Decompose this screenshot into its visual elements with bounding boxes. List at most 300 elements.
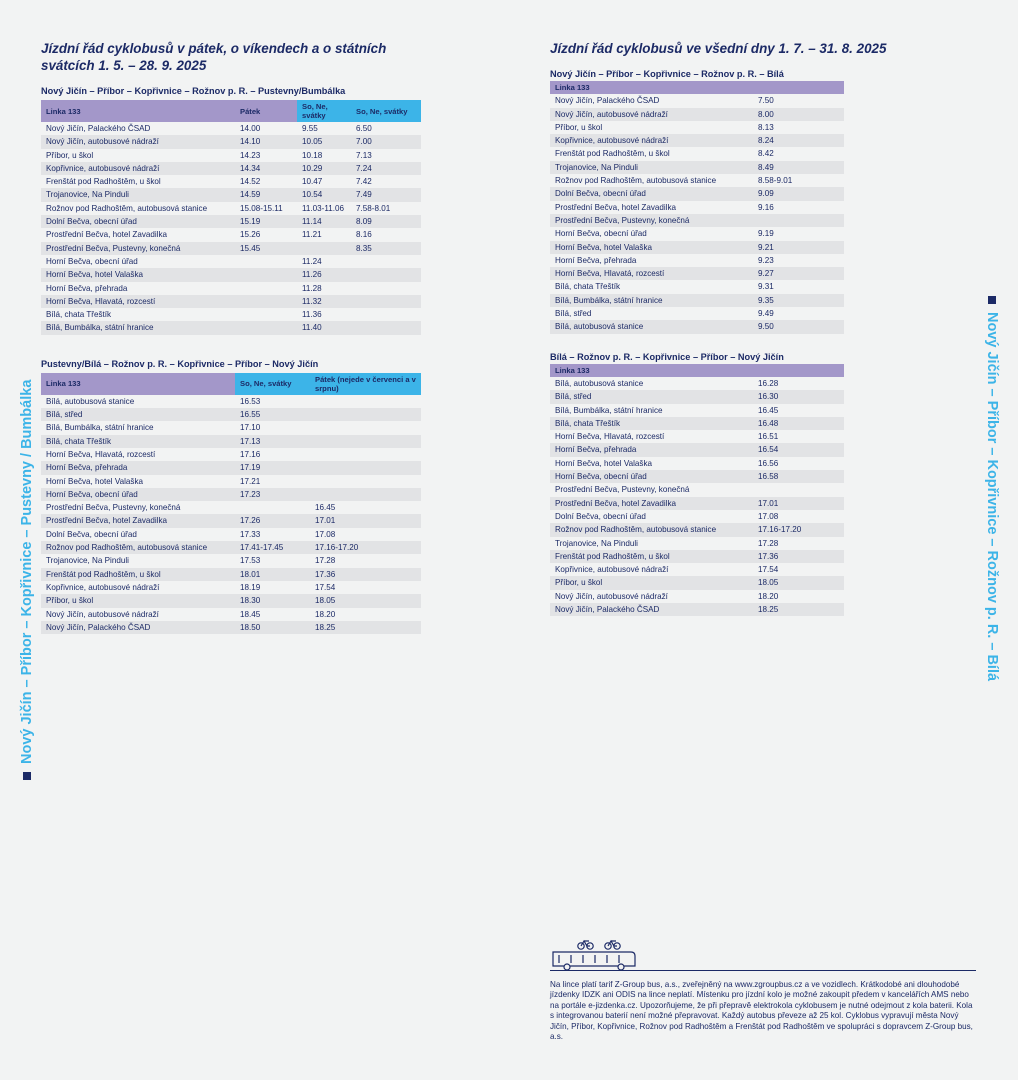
table-row bbox=[41, 621, 421, 634]
departure-time: 14.52 bbox=[240, 177, 261, 187]
table-row bbox=[41, 514, 421, 527]
departure-time bbox=[310, 408, 421, 421]
stop-name: Bílá, autobusová stanice bbox=[550, 320, 753, 333]
stop-name: Bílá, chata Třeštík bbox=[555, 282, 621, 292]
stop-name: Nový Jičín, autobusové nádraží bbox=[555, 591, 668, 601]
departure-time: 17.54 bbox=[758, 565, 779, 575]
left-route-1: Nový Jičín – Příbor – Kopřivnice – Rožnov p. R. – Pustevny/Bumbálka bbox=[41, 86, 346, 96]
departure-time: 17.16-17.20 bbox=[753, 523, 844, 536]
stop-name: Horní Bečva, obecní úřad bbox=[555, 229, 647, 239]
stop-name: Nový Jičín, Palackého ČSAD bbox=[41, 621, 235, 634]
stop-name: Horní Bečva, hotel Valaška bbox=[555, 458, 653, 468]
departure-time: 8.49 bbox=[753, 161, 844, 174]
table-row bbox=[41, 435, 421, 448]
departure-time: 8.09 bbox=[351, 215, 421, 228]
left-route-2: Pustevny/Bílá – Rožnov p. R. – Kopřivnice – Příbor – Nový Jičín bbox=[41, 358, 319, 369]
departure-time: 16.45 bbox=[315, 503, 336, 513]
table-row bbox=[550, 267, 844, 280]
stop-name: Bílá, Bumbálka, státní hranice bbox=[555, 405, 663, 415]
table-row bbox=[550, 227, 844, 240]
table-row bbox=[550, 320, 844, 333]
departure-time: 17.16 bbox=[240, 449, 261, 459]
timetable-left-2 bbox=[41, 373, 421, 634]
departure-time: 11.28 bbox=[302, 283, 322, 293]
departure-time: 9.50 bbox=[753, 320, 844, 333]
table-row bbox=[550, 483, 844, 496]
table-row bbox=[550, 174, 844, 187]
table-row bbox=[550, 108, 844, 121]
stop-name: Prostřední Bečva, Pustevny, konečná bbox=[550, 214, 753, 227]
departure-time: 18.50 bbox=[235, 621, 310, 634]
departure-time bbox=[235, 308, 297, 321]
departure-time: 8.13 bbox=[758, 122, 774, 132]
departure-time: 11.03-11.06 bbox=[302, 203, 345, 213]
departure-time: 7.49 bbox=[351, 188, 421, 201]
table-row bbox=[550, 430, 844, 443]
departure-time bbox=[235, 268, 297, 281]
departure-time bbox=[235, 295, 297, 308]
stop-name: Horní Bečva, Hlavatá, rozcestí bbox=[41, 295, 235, 308]
stop-name: Kopřivnice, autobusové nádraží bbox=[46, 582, 160, 592]
departure-time bbox=[351, 308, 421, 321]
departure-time bbox=[351, 295, 421, 308]
departure-time bbox=[753, 483, 844, 496]
stop-name: Nový Jičín, autobusové nádraží bbox=[550, 108, 753, 121]
header-linka: Linka 133 bbox=[550, 364, 753, 377]
departure-time: 9.49 bbox=[758, 309, 774, 319]
table-row bbox=[550, 603, 844, 616]
bus-with-bicycles-icon bbox=[551, 938, 637, 972]
stop-name: Nový Jičín, Palackého ČSAD bbox=[46, 124, 151, 133]
stop-name: Dolní Bečva, obecní úřad bbox=[41, 215, 235, 228]
table-row bbox=[550, 497, 844, 510]
square-bullet-icon bbox=[988, 296, 996, 304]
departure-time: 17.36 bbox=[310, 568, 421, 581]
table-row bbox=[550, 457, 844, 470]
departure-time: 9.09 bbox=[753, 187, 844, 200]
stop-name: Horní Bečva, Hlavatá, rozcestí bbox=[555, 432, 665, 442]
departure-time: 9.16 bbox=[758, 202, 774, 212]
departure-time: 17.19 bbox=[235, 461, 310, 474]
stop-name: Trojanovice, Na Pinduli bbox=[555, 538, 638, 548]
table-row bbox=[550, 201, 844, 214]
header-col: So, Ne, svátky bbox=[351, 100, 421, 122]
stop-name: Rožnov pod Radhoštěm, autobusová stanice bbox=[41, 541, 235, 554]
stop-name: Frenštát pod Radhoštěm, u škol bbox=[41, 568, 235, 581]
departure-time: 17.23 bbox=[235, 488, 310, 501]
departure-time: 16.58 bbox=[753, 470, 844, 483]
departure-time: 16.55 bbox=[235, 408, 310, 421]
departure-time: 17.28 bbox=[758, 538, 779, 548]
table-row bbox=[41, 501, 421, 514]
stop-name: Horní Bečva, přehrada bbox=[41, 461, 235, 474]
footer-divider bbox=[550, 970, 976, 971]
departure-time: 16.48 bbox=[753, 417, 844, 430]
departure-time bbox=[310, 421, 421, 434]
header-linka: Linka 133 bbox=[550, 81, 753, 94]
departure-time: 16.30 bbox=[753, 390, 844, 403]
departure-time bbox=[310, 395, 421, 408]
stop-name: Horní Bečva, přehrada bbox=[555, 255, 637, 265]
stop-name: Kopřivnice, autobusové nádraží bbox=[555, 565, 669, 575]
departure-time bbox=[351, 282, 421, 295]
departure-time: 10.47 bbox=[302, 177, 323, 187]
stop-name: Bílá, střed bbox=[41, 408, 235, 421]
departure-time: 17.41-17.45 bbox=[235, 541, 310, 554]
table-row bbox=[41, 594, 421, 607]
departure-time: 14.23 bbox=[240, 150, 261, 160]
departure-time: 9.21 bbox=[753, 241, 844, 254]
stop-name: Kopřivnice, autobusové nádraží bbox=[41, 162, 235, 175]
stop-name: Příbor, u škol bbox=[46, 150, 94, 160]
departure-time: 7.42 bbox=[356, 177, 372, 187]
departure-time: 17.01 bbox=[753, 497, 844, 510]
stop-name: Bílá, Bumbálka, státní hranice bbox=[550, 294, 753, 307]
stop-name: Bílá, Bumbálka, státní hranice bbox=[46, 423, 154, 433]
stop-name: Horní Bečva, hotel Valaška bbox=[46, 476, 144, 486]
table-row bbox=[41, 175, 421, 188]
left-title: Jízdní řád cyklobusů v pátek, o víkendech a o státních svátcích 1. 5. – 28. 9. 2025 bbox=[41, 41, 387, 73]
departure-time: 15.19 bbox=[235, 215, 297, 228]
departure-time bbox=[351, 268, 421, 281]
left-column bbox=[41, 40, 431, 634]
stop-name: Bílá, střed bbox=[555, 309, 592, 319]
side-label-right-text: Nový Jičín – Příbor – Kopřivnice – Rožnov p. R. – Bílá bbox=[984, 312, 1000, 682]
table-row bbox=[41, 202, 421, 215]
departure-time: 17.16-17.20 bbox=[310, 541, 421, 554]
table-row bbox=[550, 510, 844, 523]
right-title: Jízdní řád cyklobusů ve všední dny 1. 7. – 31. 8. 2025 bbox=[550, 41, 887, 56]
departure-time bbox=[297, 242, 351, 255]
departure-time bbox=[310, 435, 421, 448]
departure-time bbox=[235, 321, 297, 334]
side-label-left bbox=[19, 380, 35, 780]
table-body bbox=[550, 94, 844, 333]
departure-time: 10.05 bbox=[297, 135, 351, 148]
stop-name: Prostřední Bečva, Pustevny, konečná bbox=[46, 503, 181, 513]
departure-time: 15.08-15.11 bbox=[240, 203, 283, 213]
stop-name: Bílá, chata Třeštík bbox=[550, 417, 753, 430]
departure-time: 17.01 bbox=[310, 514, 421, 527]
table-row bbox=[41, 568, 421, 581]
table-row bbox=[550, 241, 844, 254]
table-row bbox=[550, 443, 844, 456]
stop-name: Horní Bečva, obecní úřad bbox=[550, 470, 753, 483]
departure-time: 7.58-8.01 bbox=[356, 203, 391, 213]
departure-time: 18.19 bbox=[240, 582, 261, 592]
departure-time: 17.53 bbox=[240, 556, 261, 566]
stop-name: Dolní Bečva, obecní úřad bbox=[46, 529, 137, 539]
stop-name: Rožnov pod Radhoštěm, autobusová stanice bbox=[550, 523, 753, 536]
stop-name: Dolní Bečva, obecní úřad bbox=[555, 511, 646, 521]
stop-name: Trojanovice, Na Pinduli bbox=[46, 556, 129, 566]
departure-time: 8.58-9.01 bbox=[758, 176, 793, 186]
table-row bbox=[550, 523, 844, 536]
stop-name: Frenštát pod Radhoštěm, u škol bbox=[46, 177, 161, 187]
timetable-left-1 bbox=[41, 100, 421, 335]
table-row bbox=[550, 590, 844, 603]
table-row bbox=[550, 307, 844, 320]
table-row bbox=[550, 377, 844, 390]
departure-time: 18.25 bbox=[753, 603, 844, 616]
departure-time: 18.25 bbox=[310, 621, 421, 634]
departure-time: 7.50 bbox=[758, 96, 774, 106]
table-row bbox=[550, 404, 844, 417]
departure-time: 17.26 bbox=[235, 514, 310, 527]
table-header bbox=[41, 100, 421, 122]
stop-name: Horní Bečva, hotel Valaška bbox=[41, 268, 235, 281]
stop-name: Prostřední Bečva, Pustevny, konečná bbox=[555, 485, 690, 495]
departure-time: 18.30 bbox=[235, 594, 310, 607]
table-row bbox=[41, 242, 421, 255]
departure-time bbox=[351, 321, 421, 334]
departure-time: 18.05 bbox=[310, 594, 421, 607]
departure-time bbox=[235, 501, 310, 514]
table-row bbox=[550, 121, 844, 134]
stop-name: Frenštát pod Radhoštěm, u škol bbox=[550, 550, 753, 563]
stop-name: Horní Bečva, Hlavatá, rozcestí bbox=[550, 267, 753, 280]
table-row bbox=[41, 541, 421, 554]
table-row bbox=[550, 161, 844, 174]
header-col: Pátek bbox=[235, 100, 297, 122]
departure-time: 14.34 bbox=[235, 162, 297, 175]
table-row bbox=[550, 254, 844, 267]
table-header bbox=[550, 81, 844, 94]
stop-name: Bílá, chata Třeštík bbox=[46, 310, 112, 320]
timetable-right-1 bbox=[550, 81, 844, 334]
departure-time: 9.27 bbox=[753, 267, 844, 280]
table-row bbox=[550, 187, 844, 200]
departure-time: 9.19 bbox=[758, 229, 774, 239]
header-col bbox=[753, 81, 844, 94]
table-row bbox=[41, 149, 421, 162]
right-column bbox=[550, 40, 950, 616]
table-row bbox=[41, 228, 421, 241]
departure-time: 15.45 bbox=[235, 242, 297, 255]
departure-time: 17.10 bbox=[240, 423, 261, 433]
table-row bbox=[41, 461, 421, 474]
stop-name: Nový Jičín, Palackého ČSAD bbox=[555, 96, 660, 106]
departure-time: 18.01 bbox=[235, 568, 310, 581]
stop-name: Horní Bečva, Hlavatá, rozcestí bbox=[46, 449, 156, 459]
departure-time: 16.56 bbox=[758, 458, 779, 468]
departure-time: 18.20 bbox=[758, 591, 779, 601]
table-row bbox=[550, 94, 844, 107]
table-row bbox=[550, 280, 844, 293]
table-row bbox=[550, 417, 844, 430]
side-label-left-text: Nový Jičín – Příbor – Kopřivnice – Pustevny / Bumbálka bbox=[19, 379, 35, 764]
departure-time: 11.21 bbox=[302, 230, 322, 240]
table-row bbox=[550, 147, 844, 160]
departure-time: 17.08 bbox=[758, 511, 779, 521]
table-header bbox=[550, 364, 844, 377]
stop-name: Horní Bečva, obecní úřad bbox=[46, 256, 138, 266]
stop-name: Nový Jičín, autobusové nádraží bbox=[41, 135, 235, 148]
stop-name: Příbor, u škol bbox=[550, 576, 753, 589]
departure-time: 8.24 bbox=[753, 134, 844, 147]
table-row bbox=[41, 162, 421, 175]
stop-name: Horní Bečva, přehrada bbox=[550, 443, 753, 456]
table-row bbox=[41, 554, 421, 567]
departure-time: 15.26 bbox=[240, 230, 261, 240]
stop-name: Prostřední Bečva, Pustevny, konečná bbox=[41, 242, 235, 255]
departure-time bbox=[235, 282, 297, 295]
stop-name: Horní Bečva, obecní úřad bbox=[41, 488, 235, 501]
header-linka: Linka 133 bbox=[41, 100, 235, 122]
stop-name: Horní Bečva, přehrada bbox=[46, 283, 128, 293]
table-row bbox=[41, 255, 421, 268]
stop-name: Frenštát pod Radhoštěm, u škol bbox=[555, 149, 670, 159]
departure-time: 11.32 bbox=[297, 295, 351, 308]
table-row bbox=[550, 537, 844, 550]
side-label-right bbox=[984, 296, 1000, 681]
departure-time: 14.00 bbox=[240, 124, 261, 133]
header-col: Pátek (nejede v červenci a v srpnu) bbox=[310, 373, 421, 395]
header-col: So, Ne, svátky bbox=[297, 100, 351, 122]
table-row bbox=[550, 550, 844, 563]
departure-time bbox=[310, 475, 421, 488]
departure-time: 16.28 bbox=[758, 378, 779, 388]
departure-time: 11.36 bbox=[302, 310, 322, 320]
table-row bbox=[41, 581, 421, 594]
table-row bbox=[41, 448, 421, 461]
stop-name: Prostřední Bečva, hotel Zavadilka bbox=[555, 202, 677, 212]
table-row bbox=[41, 282, 421, 295]
table-row bbox=[41, 528, 421, 541]
right-route-1: Nový Jičín – Příbor – Kopřivnice – Rožnov p. R. – Bílá bbox=[550, 69, 784, 79]
table-row bbox=[550, 390, 844, 403]
table-row bbox=[550, 470, 844, 483]
departure-time: 9.23 bbox=[758, 255, 774, 265]
square-bullet-icon bbox=[23, 772, 31, 780]
departure-time bbox=[310, 461, 421, 474]
departure-time: 11.24 bbox=[302, 256, 322, 266]
departure-time: 11.14 bbox=[297, 215, 351, 228]
stop-name: Prostřední Bečva, hotel Zavadilka bbox=[550, 497, 753, 510]
stop-name: Nový Jičín, Palackého ČSAD bbox=[550, 603, 753, 616]
departure-time: 16.54 bbox=[753, 443, 844, 456]
departure-time: 6.50 bbox=[356, 124, 372, 133]
stop-name: Horní Bečva, hotel Valaška bbox=[550, 241, 753, 254]
stop-name: Dolní Bečva, obecní úřad bbox=[550, 187, 753, 200]
stop-name: Rožnov pod Radhoštěm, autobusová stanice bbox=[46, 203, 208, 213]
departure-time: 9.35 bbox=[753, 294, 844, 307]
stop-name: Trojanovice, Na Pinduli bbox=[550, 161, 753, 174]
departure-time: 11.40 bbox=[297, 321, 351, 334]
departure-time bbox=[753, 214, 844, 227]
departure-time: 14.10 bbox=[235, 135, 297, 148]
header-col bbox=[753, 364, 844, 377]
departure-time: 18.20 bbox=[315, 609, 336, 619]
departure-time: 11.26 bbox=[297, 268, 351, 281]
table-row bbox=[41, 475, 421, 488]
table-row bbox=[550, 294, 844, 307]
departure-time: 17.28 bbox=[315, 556, 336, 566]
stop-name: Kopřivnice, autobusové nádraží bbox=[550, 134, 753, 147]
stop-name: Nový Jičín, autobusové nádraží bbox=[46, 609, 159, 619]
departure-time: 17.21 bbox=[240, 476, 261, 486]
departure-time: 8.16 bbox=[356, 230, 372, 240]
table-row bbox=[550, 214, 844, 227]
departure-time: 10.29 bbox=[297, 162, 351, 175]
departure-time: 17.13 bbox=[235, 435, 310, 448]
departure-time: 16.51 bbox=[758, 432, 779, 442]
right-route-2: Bílá – Rožnov p. R. – Kopřivnice – Příbor – Nový Jičín bbox=[550, 351, 784, 362]
departure-time: 7.00 bbox=[351, 135, 421, 148]
table-body bbox=[550, 377, 844, 616]
departure-time: 18.05 bbox=[753, 576, 844, 589]
departure-time bbox=[351, 255, 421, 268]
stop-name: Bílá, Bumbálka, státní hranice bbox=[41, 321, 235, 334]
departure-time: 16.45 bbox=[758, 405, 779, 415]
departure-time: 8.00 bbox=[753, 108, 844, 121]
table-row bbox=[550, 576, 844, 589]
footnote: Na lince platí tarif Z-Group bus, a.s., zveřejněný na www.zgroupbus.cz a ve vozidlech. Krátkodobé ani dlouhodobé jízdenky IDZK ani ODIS na lince neplatí. Místenku pro jízdní kolo je možné zakoupit předem v kancelářích AMS nebo na portále e-jizdenka.cz. Upozorňujeme, že při přepravě elektrokola cyklobusem je nutné odejmout z kola baterii. Kola s integrovanou baterií není možné přepravovat. Každý autobus převeze až 25 kol. Cyklobus vypravují města Nový Jičín, Příbor, Kopřivnice, Rožnov pod Radhoštěm a Frenštát pod Radhoštěm ve spolupráci s dopravcem Z-Group bus, a.s. bbox=[550, 980, 973, 1042]
table-row bbox=[550, 134, 844, 147]
stop-name: Prostřední Bečva, hotel Zavadilka bbox=[41, 514, 235, 527]
stop-name: Bílá, chata Třeštík bbox=[41, 435, 235, 448]
departure-time: 17.36 bbox=[753, 550, 844, 563]
table-row bbox=[41, 122, 421, 135]
table-row bbox=[550, 563, 844, 576]
departure-time: 18.45 bbox=[240, 609, 261, 619]
stop-name: Bílá, autobusová stanice bbox=[46, 396, 135, 406]
departure-time: 14.59 bbox=[235, 188, 297, 201]
stop-name: Trojanovice, Na Pinduli bbox=[41, 188, 235, 201]
departure-time: 9.55 bbox=[302, 124, 318, 133]
stop-name: Bílá, střed bbox=[550, 390, 753, 403]
stop-name: Příbor, u škol bbox=[555, 122, 603, 132]
departure-time: 17.08 bbox=[315, 529, 336, 539]
departure-time: 17.33 bbox=[240, 529, 261, 539]
table-row bbox=[41, 395, 421, 408]
departure-time: 8.42 bbox=[758, 149, 774, 159]
table-row bbox=[41, 268, 421, 281]
table-row bbox=[41, 408, 421, 421]
departure-time: 16.53 bbox=[240, 396, 261, 406]
stop-name: Bílá, autobusová stanice bbox=[555, 378, 644, 388]
table-row bbox=[41, 608, 421, 621]
stop-name: Rožnov pod Radhoštěm, autobusová stanice bbox=[555, 176, 717, 186]
table-body bbox=[41, 122, 421, 335]
departure-time: 10.54 bbox=[297, 188, 351, 201]
header-col: So, Ne, svátky bbox=[235, 373, 310, 395]
table-row bbox=[41, 215, 421, 228]
departure-time bbox=[310, 448, 421, 461]
departure-time bbox=[310, 488, 421, 501]
table-header bbox=[41, 373, 421, 395]
departure-time: 8.35 bbox=[351, 242, 421, 255]
table-row bbox=[41, 421, 421, 434]
table-body bbox=[41, 395, 421, 634]
stop-name: Prostřední Bečva, hotel Zavadilka bbox=[46, 230, 168, 240]
departure-time: 17.54 bbox=[315, 582, 336, 592]
timetable-right-2 bbox=[550, 364, 844, 617]
departure-time bbox=[235, 255, 297, 268]
departure-time: 10.18 bbox=[302, 150, 323, 160]
departure-time: 7.13 bbox=[356, 150, 372, 160]
departure-time: 9.31 bbox=[758, 282, 774, 292]
departure-time: 7.24 bbox=[351, 162, 421, 175]
table-row bbox=[41, 321, 421, 334]
table-row bbox=[41, 308, 421, 321]
table-row bbox=[41, 295, 421, 308]
table-row bbox=[41, 135, 421, 148]
stop-name: Příbor, u škol bbox=[41, 594, 235, 607]
table-row bbox=[41, 188, 421, 201]
table-row bbox=[41, 488, 421, 501]
header-linka: Linka 133 bbox=[41, 373, 235, 395]
